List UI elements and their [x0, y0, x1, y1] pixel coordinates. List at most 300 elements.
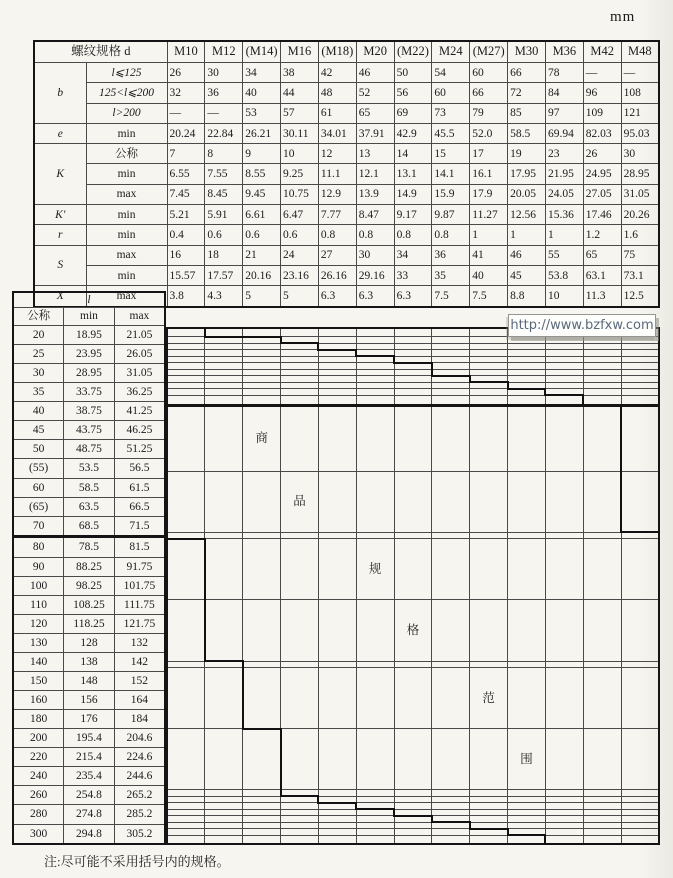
- sub-label: l⩽125: [86, 63, 167, 83]
- spec-value: 14.1: [432, 164, 470, 184]
- grid-cell: [205, 395, 243, 406]
- spec-value: 17.57: [205, 265, 243, 285]
- spec-value: 42: [318, 63, 356, 83]
- spec-value: —: [167, 103, 205, 123]
- spec-row: [34, 123, 659, 143]
- size-header-M22: (M22): [394, 41, 432, 63]
- grid-cell: [545, 395, 583, 406]
- grid-cell: [281, 600, 319, 661]
- length-value: 260: [13, 786, 64, 805]
- spec-value: 24.05: [545, 184, 583, 204]
- grid-cell: [205, 835, 243, 844]
- column-header-row: [13, 308, 165, 326]
- spec-value: 8.47: [356, 205, 394, 225]
- length-value: 58.5: [64, 478, 115, 497]
- spec-value: 6.61: [243, 205, 281, 225]
- grid-cell: [318, 328, 356, 337]
- length-row: [13, 786, 165, 805]
- grid-cell: [205, 668, 243, 729]
- length-row: [13, 383, 165, 402]
- spec-row: [34, 144, 659, 164]
- length-value: 128: [64, 633, 115, 652]
- spec-value: 79: [470, 103, 508, 123]
- spec-value: 35: [432, 265, 470, 285]
- group-label: S: [34, 245, 86, 286]
- length-value: 25: [13, 345, 64, 364]
- grid-cell: [508, 406, 546, 471]
- spec-value: 31.05: [621, 184, 659, 204]
- grid-cell: [621, 539, 659, 600]
- spec-value: 4.3: [205, 286, 243, 307]
- spec-value: 108: [621, 83, 659, 103]
- watermark-url: http://www.bzfxw.com: [510, 318, 654, 333]
- length-row: [13, 614, 165, 633]
- grid-cell: [243, 668, 281, 729]
- grid-cell: [167, 668, 205, 729]
- spec-value: 5.91: [205, 205, 243, 225]
- spec-value: 24: [281, 245, 319, 265]
- spec-value: 78: [545, 63, 583, 83]
- spec-value: 17.9: [470, 184, 508, 204]
- spec-value: 6.55: [167, 164, 205, 184]
- grid-row: [167, 729, 659, 790]
- grid-cell: [470, 729, 508, 790]
- grid-cell: [470, 395, 508, 406]
- length-value: 18.95: [64, 326, 115, 345]
- grid-cell: [621, 471, 659, 532]
- length-value: 200: [13, 729, 64, 748]
- length-row: [13, 345, 165, 364]
- length-row: [13, 459, 165, 478]
- spec-row: [34, 225, 659, 245]
- length-value: 45: [13, 421, 64, 440]
- spec-value: 48: [318, 83, 356, 103]
- upper-tbody: [34, 41, 659, 307]
- size-header-M14: (M14): [243, 41, 281, 63]
- grid-cell: [621, 600, 659, 661]
- length-row: [13, 537, 165, 558]
- spec-value: 8.45: [205, 184, 243, 204]
- spec-row: [34, 184, 659, 204]
- spec-value: 26.21: [243, 123, 281, 143]
- grid-cell: [432, 328, 470, 337]
- sub-label: 公称: [86, 144, 167, 164]
- spec-value: 85: [508, 103, 546, 123]
- spec-value: 21.95: [545, 164, 583, 184]
- sub-label: max: [86, 286, 167, 307]
- grid-cell: [243, 729, 281, 790]
- length-value: 46.25: [114, 421, 165, 440]
- group-label: b: [34, 63, 86, 124]
- spec-value: —: [583, 63, 621, 83]
- length-value: 26.05: [114, 345, 165, 364]
- length-value: 305.2: [114, 824, 165, 844]
- grid-cell: [583, 600, 621, 661]
- size-header-M10: M10: [167, 41, 205, 63]
- spec-value: 26: [583, 144, 621, 164]
- spec-value: —: [205, 103, 243, 123]
- grid-cell: [470, 471, 508, 532]
- grid-cell: [394, 406, 432, 471]
- sub-label: 125<l⩽200: [86, 83, 167, 103]
- grid-row: [167, 835, 659, 844]
- length-value: 31.05: [114, 364, 165, 383]
- spec-value: 56: [394, 83, 432, 103]
- length-value: 68.5: [64, 516, 115, 537]
- spec-value: 28.95: [621, 164, 659, 184]
- grid-cell: [508, 539, 546, 600]
- spec-value: 66: [470, 83, 508, 103]
- length-value: 51.25: [114, 440, 165, 459]
- grid-cell: [167, 471, 205, 532]
- grid-cell: [621, 395, 659, 406]
- spec-value: 8.55: [243, 164, 281, 184]
- grid-row: [167, 539, 659, 600]
- length-value: 120: [13, 614, 64, 633]
- spec-value: 63.1: [583, 265, 621, 285]
- grid-cell: [621, 406, 659, 471]
- grid-cell: [167, 328, 205, 337]
- length-value: 184: [114, 710, 165, 729]
- group-label: X: [34, 286, 86, 307]
- spec-value: 21: [243, 245, 281, 265]
- grid-cell: [583, 668, 621, 729]
- grid-cell: [508, 835, 546, 844]
- length-value: 235.4: [64, 767, 115, 786]
- spec-value: 53.8: [545, 265, 583, 285]
- length-value: 220: [13, 748, 64, 767]
- length-row: [13, 364, 165, 383]
- grid-cell: 范: [470, 668, 508, 729]
- length-value: 66.5: [114, 497, 165, 516]
- grid-row: [167, 668, 659, 729]
- grid-cell: [432, 835, 470, 844]
- grid-cell: [243, 471, 281, 532]
- length-value: 142: [114, 652, 165, 671]
- grid-cell: [583, 395, 621, 406]
- spec-value: 10.75: [281, 184, 319, 204]
- length-row: [13, 440, 165, 459]
- column-header: max: [114, 308, 165, 326]
- spec-value: 9.25: [281, 164, 319, 184]
- grid-cell: [394, 328, 432, 337]
- length-value: 36.25: [114, 383, 165, 402]
- spec-value: —: [621, 63, 659, 83]
- length-value: 21.05: [114, 326, 165, 345]
- length-value: 121.75: [114, 614, 165, 633]
- length-value: (55): [13, 459, 64, 478]
- spec-row: [34, 265, 659, 285]
- grid-cell: [545, 835, 583, 844]
- length-row: [13, 326, 165, 345]
- spec-value: 36: [432, 245, 470, 265]
- grid-cell: [470, 406, 508, 471]
- spec-value: 17: [470, 144, 508, 164]
- grid-cell: [508, 600, 546, 661]
- spec-value: 15: [432, 144, 470, 164]
- spec-row: [34, 103, 659, 123]
- spec-row: [34, 63, 659, 83]
- spec-value: 45: [508, 265, 546, 285]
- grid-cell: [356, 406, 394, 471]
- spec-value: 84: [545, 83, 583, 103]
- spec-value: 12.1: [356, 164, 394, 184]
- spec-value: 17.95: [508, 164, 546, 184]
- grid-cell: [243, 835, 281, 844]
- spec-value: 0.4: [167, 225, 205, 245]
- column-header: min: [64, 308, 115, 326]
- grid-cell: [356, 328, 394, 337]
- grid-cell: [621, 729, 659, 790]
- grid-cell: [545, 406, 583, 471]
- length-value: 244.6: [114, 767, 165, 786]
- grid-cell: [318, 729, 356, 790]
- spec-value: 45.5: [432, 123, 470, 143]
- spec-value: 1.2: [583, 225, 621, 245]
- length-value: 240: [13, 767, 64, 786]
- length-value: 101.75: [114, 576, 165, 595]
- length-value: 40: [13, 402, 64, 421]
- size-header-M18: (M18): [318, 41, 356, 63]
- spec-value: 8: [205, 144, 243, 164]
- spec-value: 0.6: [243, 225, 281, 245]
- sub-label: min: [86, 265, 167, 285]
- spec-value: 7.55: [205, 164, 243, 184]
- spec-value: 17.46: [583, 205, 621, 225]
- unit-label: mm: [610, 9, 636, 25]
- length-row: [13, 805, 165, 824]
- grid-cell: [281, 328, 319, 337]
- length-value: 152: [114, 672, 165, 691]
- column-header: 公称: [13, 308, 64, 326]
- length-value: 80: [13, 537, 64, 558]
- grid-cell: 规: [356, 539, 394, 600]
- grid-row: [167, 406, 659, 471]
- spec-value: 0.8: [318, 225, 356, 245]
- grid-cell: [205, 406, 243, 471]
- length-value: 56.5: [114, 459, 165, 478]
- spec-value: 14: [394, 144, 432, 164]
- spec-value: 7.45: [167, 184, 205, 204]
- length-value: 204.6: [114, 729, 165, 748]
- length-value: 88.25: [64, 557, 115, 576]
- grid-cell: [205, 471, 243, 532]
- spec-value: 95.03: [621, 123, 659, 143]
- grid-cell: [205, 729, 243, 790]
- spec-value: 5: [281, 286, 319, 307]
- spec-value: 109: [583, 103, 621, 123]
- spec-value: 42.9: [394, 123, 432, 143]
- spec-value: 3.8: [167, 286, 205, 307]
- length-row: [13, 710, 165, 729]
- grid-tbody: [167, 328, 659, 844]
- spec-value: 9.87: [432, 205, 470, 225]
- grid-cell: [394, 729, 432, 790]
- grid-cell: [356, 668, 394, 729]
- grid-cell: [318, 406, 356, 471]
- spec-value: 18: [205, 245, 243, 265]
- length-value: 35: [13, 383, 64, 402]
- grid-cell: [281, 835, 319, 844]
- spec-row: [34, 164, 659, 184]
- grid-cell: [281, 539, 319, 600]
- grid-cell: [394, 471, 432, 532]
- length-value: 274.8: [64, 805, 115, 824]
- length-row: [13, 576, 165, 595]
- spec-value: 44: [281, 83, 319, 103]
- grid-cell: [583, 471, 621, 532]
- spec-value: 75: [621, 245, 659, 265]
- length-row: [13, 748, 165, 767]
- spec-value: 23.16: [281, 265, 319, 285]
- grid-cell: [243, 539, 281, 600]
- length-value: 33.75: [64, 383, 115, 402]
- spec-value: 13.1: [394, 164, 432, 184]
- length-value: 20: [13, 326, 64, 345]
- size-header-M48: M48: [621, 41, 659, 63]
- l-header: l: [13, 292, 165, 308]
- grid-cell: [318, 395, 356, 406]
- length-value: 294.8: [64, 824, 115, 844]
- length-value: 50: [13, 440, 64, 459]
- spec-value: 7.5: [470, 286, 508, 307]
- length-value: 48.75: [64, 440, 115, 459]
- spec-value: 26.16: [318, 265, 356, 285]
- grid-cell: [470, 835, 508, 844]
- length-value: 148: [64, 672, 115, 691]
- spec-row: [34, 83, 659, 103]
- spec-value: 0.8: [432, 225, 470, 245]
- spec-value: 20.26: [621, 205, 659, 225]
- spec-row: [34, 205, 659, 225]
- spec-value: 16: [167, 245, 205, 265]
- sub-label: min: [86, 225, 167, 245]
- grid-cell: [508, 395, 546, 406]
- spec-value: 37.91: [356, 123, 394, 143]
- spec-value: 30.11: [281, 123, 319, 143]
- spec-value: 1: [508, 225, 546, 245]
- grid-cell: [583, 729, 621, 790]
- spec-value: 32: [167, 83, 205, 103]
- spec-value: 9.45: [243, 184, 281, 204]
- length-value: 90: [13, 557, 64, 576]
- grid-cell: [583, 835, 621, 844]
- length-value: 23.95: [64, 345, 115, 364]
- commercial-range-grid: [166, 327, 660, 845]
- length-value: 43.75: [64, 421, 115, 440]
- grid-row: [167, 600, 659, 661]
- grid-cell: [432, 668, 470, 729]
- grid-cell: [470, 600, 508, 661]
- spec-value: 15.9: [432, 184, 470, 204]
- length-value: 132: [114, 633, 165, 652]
- length-row: [13, 691, 165, 710]
- spec-value: 6.3: [318, 286, 356, 307]
- length-value: 30: [13, 364, 64, 383]
- grid-cell: [394, 835, 432, 844]
- grid-cell: [281, 406, 319, 471]
- spec-value: 19: [508, 144, 546, 164]
- spec-value: 33: [394, 265, 432, 285]
- spec-value: 12.56: [508, 205, 546, 225]
- grid-cell: [356, 600, 394, 661]
- length-value: 118.25: [64, 614, 115, 633]
- spec-value: 41: [470, 245, 508, 265]
- spec-value: 9.17: [394, 205, 432, 225]
- grid-cell: [167, 835, 205, 844]
- grid-cell: [281, 395, 319, 406]
- corner-label: 螺纹规格 d: [34, 41, 167, 63]
- spec-value: 27: [318, 245, 356, 265]
- l-header-row: [13, 292, 165, 308]
- length-value: 63.5: [64, 497, 115, 516]
- length-value: 195.4: [64, 729, 115, 748]
- grid-cell: [432, 406, 470, 471]
- spec-value: 0.6: [281, 225, 319, 245]
- grid-row: [167, 395, 659, 406]
- grid-cell: [318, 668, 356, 729]
- spec-value: 46: [508, 245, 546, 265]
- spec-value: 20.05: [508, 184, 546, 204]
- length-value: 111.75: [114, 595, 165, 614]
- spec-value: 11.3: [583, 286, 621, 307]
- grid-cell: [583, 539, 621, 600]
- size-header-M42: M42: [583, 41, 621, 63]
- length-row: [13, 652, 165, 671]
- spec-value: 30: [356, 245, 394, 265]
- grid-cell: [432, 539, 470, 600]
- length-row: [13, 402, 165, 421]
- group-label: K′: [34, 205, 86, 225]
- spec-value: 20.16: [243, 265, 281, 285]
- spec-value: 61: [318, 103, 356, 123]
- length-row: [13, 421, 165, 440]
- length-value: 156: [64, 691, 115, 710]
- grid-cell: [205, 539, 243, 600]
- spec-value: 97: [545, 103, 583, 123]
- watermark-link[interactable]: [508, 314, 656, 337]
- grid-cell: [356, 835, 394, 844]
- spec-value: 22.84: [205, 123, 243, 143]
- spec-value: 10: [281, 144, 319, 164]
- spec-value: 29.16: [356, 265, 394, 285]
- spec-value: 26: [167, 63, 205, 83]
- length-row: [13, 672, 165, 691]
- length-row: [13, 557, 165, 576]
- spec-value: 0.8: [356, 225, 394, 245]
- grid-cell: 格: [394, 600, 432, 661]
- group-label: K: [34, 144, 86, 205]
- spec-value: 6.3: [394, 286, 432, 307]
- spec-value: 57: [281, 103, 319, 123]
- spec-value: 1: [470, 225, 508, 245]
- length-value: 138: [64, 652, 115, 671]
- length-value: 108.25: [64, 595, 115, 614]
- length-row: [13, 824, 165, 844]
- grid-cell: [470, 328, 508, 337]
- spec-value: 38: [281, 63, 319, 83]
- spec-value: 52: [356, 83, 394, 103]
- thread-spec-table: [33, 40, 660, 308]
- spec-value: 20.24: [167, 123, 205, 143]
- spec-value: 73: [432, 103, 470, 123]
- length-row: [13, 595, 165, 614]
- grid-cell: [243, 600, 281, 661]
- spec-row: [34, 245, 659, 265]
- grid-cell: [621, 835, 659, 844]
- length-value: 300: [13, 824, 64, 844]
- length-value: 91.75: [114, 557, 165, 576]
